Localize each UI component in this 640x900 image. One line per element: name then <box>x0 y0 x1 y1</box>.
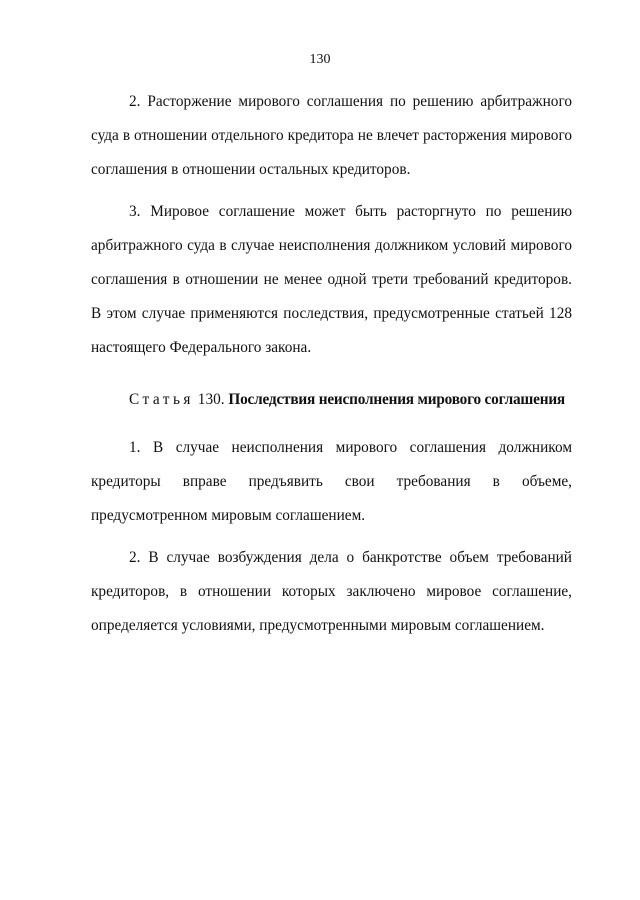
article-paragraph-1: 1. В случае неисполнения мирового соглашения должником кредиторы вправе предъявить свои требования в объеме, предусмотренном мировым соглашением. <box>91 439 572 524</box>
paragraph-2-termination-individual-creditor: 2. Расторжение мирового соглашения по решению арбитражного суда в отношении отдельного кредитора не влечет расторжения мирового соглашения в отношении остальных кредиторов. <box>91 93 572 178</box>
article-heading <box>91 383 572 417</box>
page-content <box>91 85 572 643</box>
article-number: 130. <box>197 391 225 408</box>
article-label: Статья <box>129 391 194 408</box>
article-title: Последствия неисполнения мирового соглашения <box>228 391 566 408</box>
page-number: 130 <box>309 52 331 67</box>
article-paragraph-2: 2. В случае возбуждения дела о банкротстве объем требований кредиторов, в отношении которых заключено мировое соглашение, определяется условиями, предусмотренными мировым соглашением. <box>91 549 572 634</box>
paragraph-3-termination-by-court: 3. Мировое соглашение может быть расторгнуто по решению арбитражного суда в случае неисполнения должником условий мирового соглашения в отношении не менее одной трети требований кредиторов. В этом случае применяются последствия, предусмотренные статьей 128 настоящего Федерального закона. <box>91 203 572 356</box>
